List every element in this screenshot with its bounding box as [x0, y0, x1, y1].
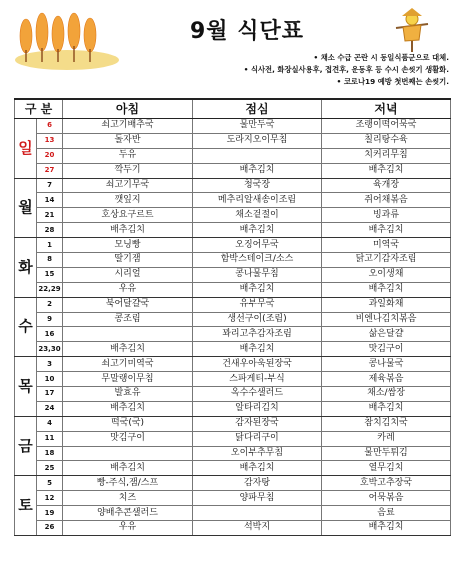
- date-cell: 13: [37, 133, 63, 148]
- breakfast-cell: 맛김구이: [63, 431, 193, 446]
- dinner-cell: 쥐어채볶음: [322, 193, 451, 208]
- breakfast-cell: 무말랭이무침: [63, 372, 193, 387]
- lunch-cell: 건새우아욱된장국: [193, 357, 322, 372]
- date-cell: 1: [37, 238, 63, 253]
- date-cell: 20: [37, 148, 63, 163]
- date-cell: 11: [37, 431, 63, 446]
- breakfast-cell: 북어달걀국: [63, 297, 193, 312]
- date-cell: 18: [37, 446, 63, 461]
- lunch-cell: 양파무침: [193, 491, 322, 506]
- day-label: 토: [15, 476, 37, 536]
- dinner-cell: 채소/쌈장: [322, 387, 451, 402]
- table-row: [15, 446, 451, 461]
- header-dinner: 저녁: [322, 99, 451, 119]
- dinner-cell: 칠리탕수육: [322, 133, 451, 148]
- breakfast-cell: 쇠고기미역국: [63, 357, 193, 372]
- lunch-cell: 감자된장국: [193, 416, 322, 431]
- lunch-cell: 물만두국: [193, 119, 322, 134]
- table-row: [15, 476, 451, 491]
- breakfast-cell: 발효유: [63, 387, 193, 402]
- breakfast-cell: 배추김치: [63, 461, 193, 476]
- date-cell: 14: [37, 193, 63, 208]
- breakfast-cell: 깍두기: [63, 163, 193, 178]
- date-cell: 15: [37, 267, 63, 282]
- table-row: [15, 461, 451, 476]
- dinner-cell: 참치김치국: [322, 416, 451, 431]
- notes: [244, 52, 449, 88]
- date-cell: 28: [37, 223, 63, 238]
- breakfast-cell: 우유: [63, 282, 193, 297]
- breakfast-cell: 우유: [63, 521, 193, 536]
- dinner-cell: 삶은달걀: [322, 327, 451, 342]
- table-row: [15, 238, 451, 253]
- breakfast-cell: 호상요구르트: [63, 208, 193, 223]
- table-row: [15, 267, 451, 282]
- date-cell: 27: [37, 163, 63, 178]
- date-cell: 19: [37, 506, 63, 521]
- date-cell: 25: [37, 461, 63, 476]
- dinner-cell: 배추김치: [322, 282, 451, 297]
- breakfast-cell: [63, 446, 193, 461]
- date-cell: 21: [37, 208, 63, 223]
- date-cell: 8: [37, 253, 63, 268]
- header-lunch: 점심: [193, 99, 322, 119]
- table-row: [15, 491, 451, 506]
- table-row: [15, 327, 451, 342]
- breakfast-cell: 시리얼: [63, 267, 193, 282]
- table-row: [15, 119, 451, 134]
- lunch-cell: 채소겉절이: [193, 208, 322, 223]
- menu-table: [14, 98, 451, 536]
- breakfast-cell: 배추김치: [63, 223, 193, 238]
- date-cell: 9: [37, 312, 63, 327]
- lunch-cell: 유부무국: [193, 297, 322, 312]
- day-label: 화: [15, 238, 37, 298]
- lunch-cell: 배추김치: [193, 282, 322, 297]
- dinner-cell: 육개장: [322, 178, 451, 193]
- date-cell: 2: [37, 297, 63, 312]
- table-row: [15, 148, 451, 163]
- lunch-cell: [193, 148, 322, 163]
- lunch-cell: [193, 506, 322, 521]
- autumn-trees-illustration: [12, 12, 122, 74]
- breakfast-cell: 콩조림: [63, 312, 193, 327]
- table-row: [15, 312, 451, 327]
- dinner-cell: 어묵볶음: [322, 491, 451, 506]
- dinner-cell: 음료: [322, 506, 451, 521]
- lunch-cell: 꽈리고추감자조림: [193, 327, 322, 342]
- dinner-cell: 과일화채: [322, 297, 451, 312]
- menu-body: [15, 119, 451, 536]
- breakfast-cell: 배추김치: [63, 401, 193, 416]
- breakfast-cell: 빵-주식,잼/스프: [63, 476, 193, 491]
- scarecrow-icon: [390, 8, 435, 53]
- lunch-cell: 청국장: [193, 178, 322, 193]
- table-header-row: [15, 99, 451, 119]
- day-label: 목: [15, 357, 37, 417]
- breakfast-cell: 치즈: [63, 491, 193, 506]
- lunch-cell: 감자탕: [193, 476, 322, 491]
- day-label: 금: [15, 416, 37, 476]
- lunch-cell: 배추김치: [193, 223, 322, 238]
- lunch-cell: 석박지: [193, 521, 322, 536]
- table-row: [15, 506, 451, 521]
- table-row: [15, 133, 451, 148]
- breakfast-cell: 쇠고기배추국: [63, 119, 193, 134]
- breakfast-cell: 돌자반: [63, 133, 193, 148]
- table-row: [15, 521, 451, 536]
- dinner-cell: 배추김치: [322, 521, 451, 536]
- table-row: [15, 387, 451, 402]
- dinner-cell: 카레: [322, 431, 451, 446]
- breakfast-cell: 두유: [63, 148, 193, 163]
- lunch-cell: 알타리김치: [193, 401, 322, 416]
- table-row: [15, 401, 451, 416]
- lunch-cell: 배추김치: [193, 342, 322, 357]
- table-row: [15, 357, 451, 372]
- note-line: • 채소 수급 곤란 시 동일식품군으로 대체.: [313, 53, 449, 62]
- date-cell: 6: [37, 119, 63, 134]
- note-line: • 식사전, 화장실사용후, 접견후, 운동후 등 수시 손씻기 생활화.: [243, 65, 449, 74]
- lunch-cell: 닭다리구이: [193, 431, 322, 446]
- table-row: [15, 193, 451, 208]
- breakfast-cell: [63, 327, 193, 342]
- lunch-cell: 콩나물무침: [193, 267, 322, 282]
- dinner-cell: 맛김구이: [322, 342, 451, 357]
- dinner-cell: 열무김치: [322, 461, 451, 476]
- breakfast-cell: 쇠고기무국: [63, 178, 193, 193]
- lunch-cell: 생선구이(조림): [193, 312, 322, 327]
- day-label: 일: [15, 119, 37, 179]
- header-breakfast: 아침: [63, 99, 193, 119]
- breakfast-cell: 딸기잼: [63, 253, 193, 268]
- date-cell: 4: [37, 416, 63, 431]
- date-cell: 23,30: [37, 342, 63, 357]
- table-row: [15, 431, 451, 446]
- lunch-cell: 함박스테이크/소스: [193, 253, 322, 268]
- lunch-cell: 오이부추무침: [193, 446, 322, 461]
- date-cell: 16: [37, 327, 63, 342]
- date-cell: 24: [37, 401, 63, 416]
- lunch-cell: 오징어무국: [193, 238, 322, 253]
- dinner-cell: 물만두튀김: [322, 446, 451, 461]
- header: [0, 0, 463, 96]
- note-line: • 코로나19 예방 첫번째는 손씻기.: [336, 77, 449, 86]
- dinner-cell: 빙과류: [322, 208, 451, 223]
- table-row: [15, 253, 451, 268]
- lunch-cell: 배추김치: [193, 163, 322, 178]
- breakfast-cell: 떡국(국): [63, 416, 193, 431]
- dinner-cell: 제육볶음: [322, 372, 451, 387]
- table-row: [15, 282, 451, 297]
- table-row: [15, 208, 451, 223]
- dinner-cell: 배추김치: [322, 163, 451, 178]
- date-cell: 10: [37, 372, 63, 387]
- table-row: [15, 342, 451, 357]
- table-row: [15, 372, 451, 387]
- dinner-cell: 미역국: [322, 238, 451, 253]
- date-cell: 3: [37, 357, 63, 372]
- dinner-cell: 조랭이떡어묵국: [322, 119, 451, 134]
- page-title: 9월 식단표: [190, 19, 304, 44]
- breakfast-cell: 양배추콘샐러드: [63, 506, 193, 521]
- lunch-cell: 스파게티-부식: [193, 372, 322, 387]
- dinner-cell: 닭고기감자조림: [322, 253, 451, 268]
- table-row: [15, 163, 451, 178]
- table-row: [15, 178, 451, 193]
- dinner-cell: 호박고추장국: [322, 476, 451, 491]
- dinner-cell: 오이생채: [322, 267, 451, 282]
- breakfast-cell: 배추김치: [63, 342, 193, 357]
- day-label: 수: [15, 297, 37, 357]
- lunch-cell: 도라지오이무침: [193, 133, 322, 148]
- date-cell: 17: [37, 387, 63, 402]
- header-category: 구 분: [15, 99, 63, 119]
- date-cell: 7: [37, 178, 63, 193]
- dinner-cell: 배추김치: [322, 223, 451, 238]
- table-row: [15, 297, 451, 312]
- breakfast-cell: 깻잎지: [63, 193, 193, 208]
- table-row: [15, 223, 451, 238]
- date-cell: 5: [37, 476, 63, 491]
- dinner-cell: 배추김치: [322, 401, 451, 416]
- breakfast-cell: 모닝빵: [63, 238, 193, 253]
- day-label: 월: [15, 178, 37, 238]
- dinner-cell: 비엔나김치볶음: [322, 312, 451, 327]
- lunch-cell: 옥수수샐러드: [193, 387, 322, 402]
- date-cell: 26: [37, 521, 63, 536]
- lunch-cell: 메추리알새송이조림: [193, 193, 322, 208]
- dinner-cell: 치커리무침: [322, 148, 451, 163]
- table-row: [15, 416, 451, 431]
- date-cell: 22,29: [37, 282, 63, 297]
- date-cell: 12: [37, 491, 63, 506]
- lunch-cell: 배추김치: [193, 461, 322, 476]
- dinner-cell: 콩나물국: [322, 357, 451, 372]
